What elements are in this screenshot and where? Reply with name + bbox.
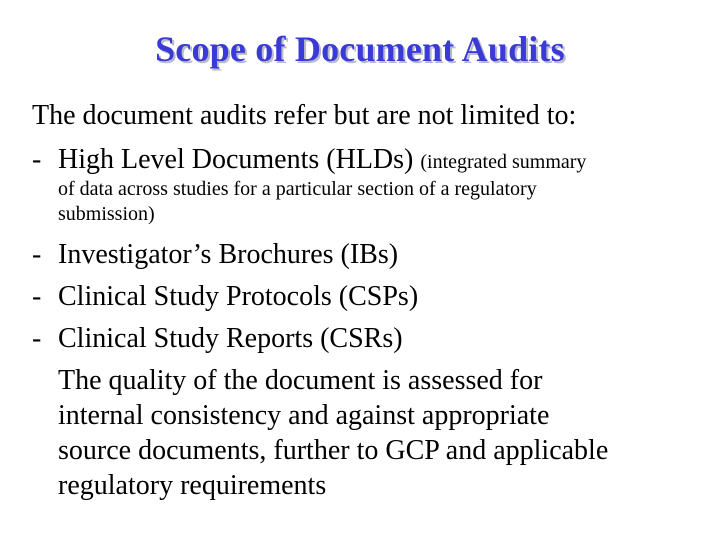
closing-line: internal consistency and against appropriate [58,400,550,431]
closing-line: source documents, further to GCP and applicable [58,435,609,466]
bullet-item-csrs: Clinical Study Reports (CSRs) [58,323,403,354]
bullet-item-label: High Level Documents (HLDs) [58,144,414,175]
bullet-item-note: (integrated summary [420,151,587,173]
bullet-marker: - [32,144,42,175]
bullet-marker: - [32,239,42,270]
intro-text: The document audits refer but are not limited to: [32,100,577,131]
slide-title: Scope of Document Audits [155,29,565,69]
bullet-marker: - [32,281,42,312]
bullet-item-ibs: Investigator’s Brochures (IBs) [58,239,399,270]
bullet-marker: - [32,323,42,354]
bullet-item-csps: Clinical Study Protocols (CSPs) [58,281,419,312]
closing-line: The quality of the document is assessed for [58,365,543,396]
bullet-note-continuation: of data across studies for a particular section of a regulatory [58,178,537,200]
bullet-item-hlds [58,144,586,178]
bullet-note-continuation: submission) [58,203,155,225]
closing-line: regulatory requirements [58,470,327,501]
